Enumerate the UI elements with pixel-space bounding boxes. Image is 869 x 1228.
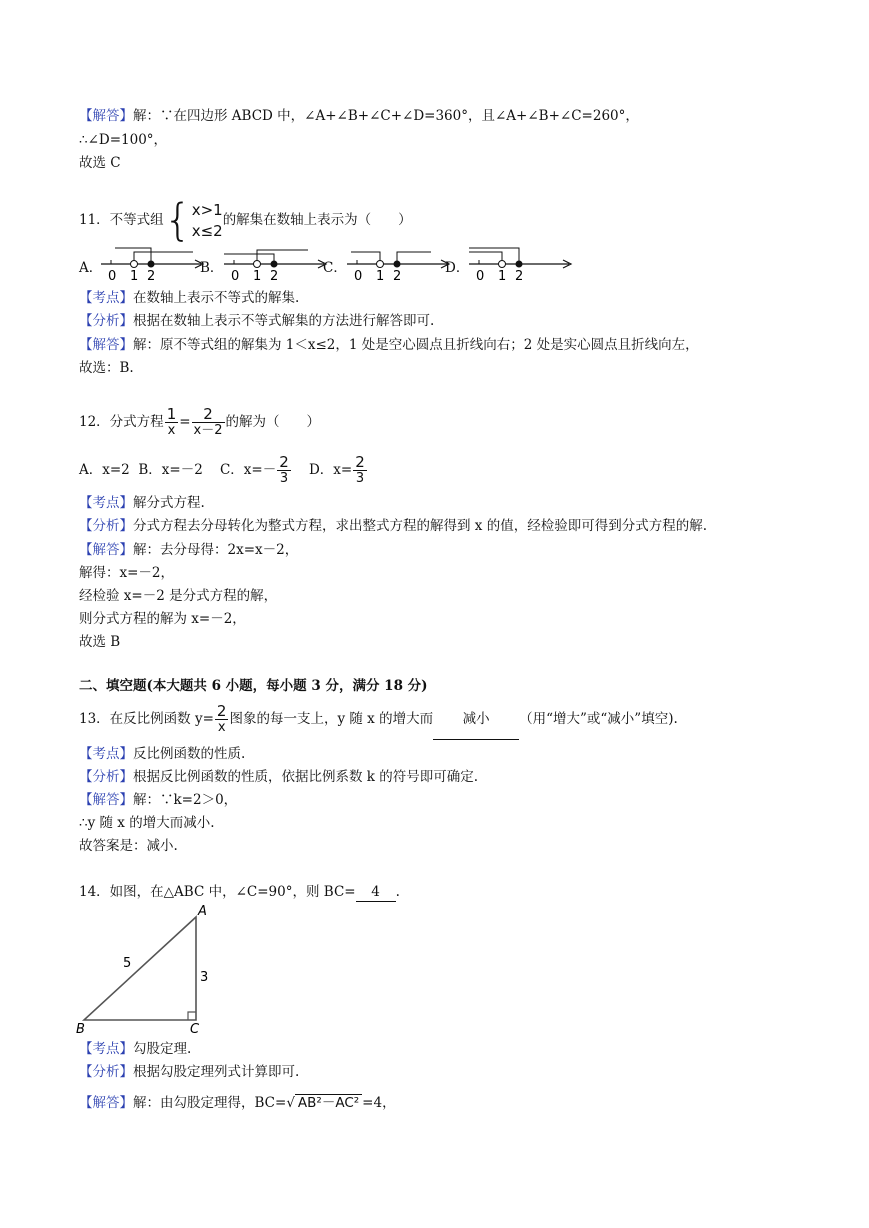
q11-stem-tail: 的解集在数轴上表示为（ ） [222,212,412,228]
q14-jieda [79,1094,396,1112]
jieda-text: 解：原不等式组的解集为 1＜x≤2，1 处是空心圆点且折线向右；2 处是实心圆点且折线向左， [133,337,699,353]
q10-line2: ∴∠D=100°， [79,132,168,148]
jieda-tag: 【解答】 [79,1095,133,1111]
hypotenuse-label: 5 [123,956,132,971]
q13-step2: ∴y 随 x 的增大而减小. [79,815,215,831]
q12-stem [79,402,320,442]
q12-number: 12．分式方程 [79,414,164,430]
tick-label: 2 [270,269,279,284]
q14-fenxi [79,1063,299,1081]
q10-result: 故选 C [79,155,121,171]
q12-step4: 则分式方程的解为 x=－2， [79,611,246,627]
tick-label: 1 [376,269,385,284]
kaodian-tag: 【考点】 [79,290,133,306]
q13-suffix: （用“增大”或“减小”填空). [519,711,678,727]
ineq-top: x>1 [191,200,223,219]
tick-label: 2 [515,269,524,284]
q12-options [79,450,368,490]
q11-options [79,244,599,284]
option-d: D．x= [308,462,353,478]
option-d-label: D． [445,260,470,276]
number-line-a [101,244,209,284]
frac-den: x [217,720,226,735]
fenxi-tag: 【分析】 [79,769,133,785]
vertex-b-label: B [76,1022,85,1037]
q13-fraction [215,704,229,735]
answer-tag: 【解答】 [79,108,133,124]
tick-label: 0 [231,269,240,284]
option-a: A．x=2 [79,462,130,478]
option-b-label: B． [200,260,224,276]
leg-label: 3 [200,970,209,985]
kaodian-text: 在数轴上表示不等式的解集. [133,290,300,306]
fenxi-text: 分式方程去分母转化为整式方程，求出整式方程的解得到 x 的值，经检验即可得到分式方程的解. [133,518,707,534]
frac-num: 2 [355,453,365,471]
ineq-bottom: x≤2 [191,221,223,240]
q14-prefix: 14．如图，在△ABC 中，∠C=90°，则 BC= [79,884,356,900]
q14-stem [79,883,400,902]
frac-den: 3 [279,471,289,486]
option-d-fraction [353,455,367,486]
answer-blank: 4 [356,883,396,902]
number-line-c [347,244,455,284]
fenxi-text: 根据在数轴上表示不等式解集的方法进行解答即可. [133,313,435,329]
radicand: AB²－AC² [295,1094,362,1111]
q14-suffix: . [395,884,400,900]
q12-step2: 解得：x=－2， [79,565,175,581]
kaodian-tag: 【考点】 [79,746,133,762]
jieda-tag: 【解答】 [79,792,133,808]
q12-kaodian [79,494,205,512]
jieda-text: 解：去分母得：2x=x－2， [133,542,299,558]
brace-icon: { [163,194,192,246]
option-c-fraction [277,455,291,486]
tick-label: 0 [108,269,117,284]
inequality-system [192,200,223,242]
q11-fenxi [79,312,434,330]
radical-icon: √ [286,1095,295,1111]
jieda-text: 解：由勾股定理得，BC= [133,1095,287,1111]
option-a-label: A． [79,260,103,276]
q13-fenxi [79,768,478,786]
sqrt-expression [286,1094,362,1111]
vertex-c-label: C [190,1022,200,1037]
tick-label: 1 [130,269,139,284]
answer-text: 解：∵在四边形 ABCD 中，∠A+∠B+∠C+∠D=360°，且∠A+∠B+∠C=260°， [133,108,639,124]
fraction-lhs [165,407,179,438]
option-b: B．x=－2 [138,462,203,478]
jieda-text: 解：∵k=2＞0， [133,792,238,808]
fenxi-text: 根据勾股定理列式计算即可. [133,1064,300,1080]
tick-label: 2 [393,269,402,284]
tick-label: 1 [498,269,507,284]
jieda-tag: 【解答】 [79,542,133,558]
q12-step3: 经检验 x=－2 是分式方程的解， [79,588,278,604]
kaodian-text: 勾股定理. [133,1041,192,1057]
kaodian-text: 解分式方程. [133,495,205,511]
q11-number: 11．不等式组 [79,212,164,228]
tick-label: 0 [476,269,485,284]
frac-num: 1 [166,405,177,423]
q13-prefix: 13．在反比例函数 y= [79,711,214,727]
q13-middle: 图象的每一支上，y 随 x 的增大而 [229,711,434,727]
tick-label: 1 [253,269,262,284]
number-line-d [469,244,577,284]
frac-den: x [167,423,176,438]
equals-sign: = [179,414,191,430]
fenxi-tag: 【分析】 [79,1064,133,1080]
frac-num: 2 [279,453,289,471]
tick-label: 0 [354,269,363,284]
kaodian-tag: 【考点】 [79,495,133,511]
vertex-a-label: A [198,904,207,919]
kaodian-tag: 【考点】 [79,1041,133,1057]
jieda-suffix: =4， [362,1095,396,1111]
q12-jieda [79,541,298,559]
triangle-figure [76,903,216,1037]
q11-result: 故选：B. [79,360,134,376]
q12-result: 故选 B [79,634,121,650]
section-title: 二、填空题(本大题共 6 小题，每小题 3 分，满分 18 分) [79,678,428,694]
q11-jieda [79,336,699,354]
fenxi-tag: 【分析】 [79,313,133,329]
q13-stem [79,699,678,740]
option-c: C．x=－ [219,462,277,478]
q10-answer-line [79,107,639,125]
frac-num: 2 [216,702,227,720]
frac-num: 2 [192,407,225,423]
option-c-label: C． [323,260,347,276]
answer-blank: 减小 [433,699,519,740]
q11-stem [79,194,412,246]
frac-den: 3 [355,471,365,486]
q13-jieda [79,791,237,809]
number-line-b [224,244,332,284]
q14-kaodian [79,1040,191,1058]
fraction-rhs [192,407,225,438]
q12-stem-tail: 的解为（ ） [225,414,321,430]
fenxi-tag: 【分析】 [79,518,133,534]
kaodian-text: 反比例函数的性质. [133,746,246,762]
tick-label: 2 [147,269,156,284]
frac-den: x－2 [193,423,223,438]
q13-result: 故答案是：减小. [79,838,178,854]
q13-kaodian [79,745,245,763]
q12-fenxi [79,517,707,535]
jieda-tag: 【解答】 [79,337,133,353]
fenxi-text: 根据反比例函数的性质，依据比例系数 k 的符号即可确定. [133,769,479,785]
q11-kaodian [79,289,299,307]
